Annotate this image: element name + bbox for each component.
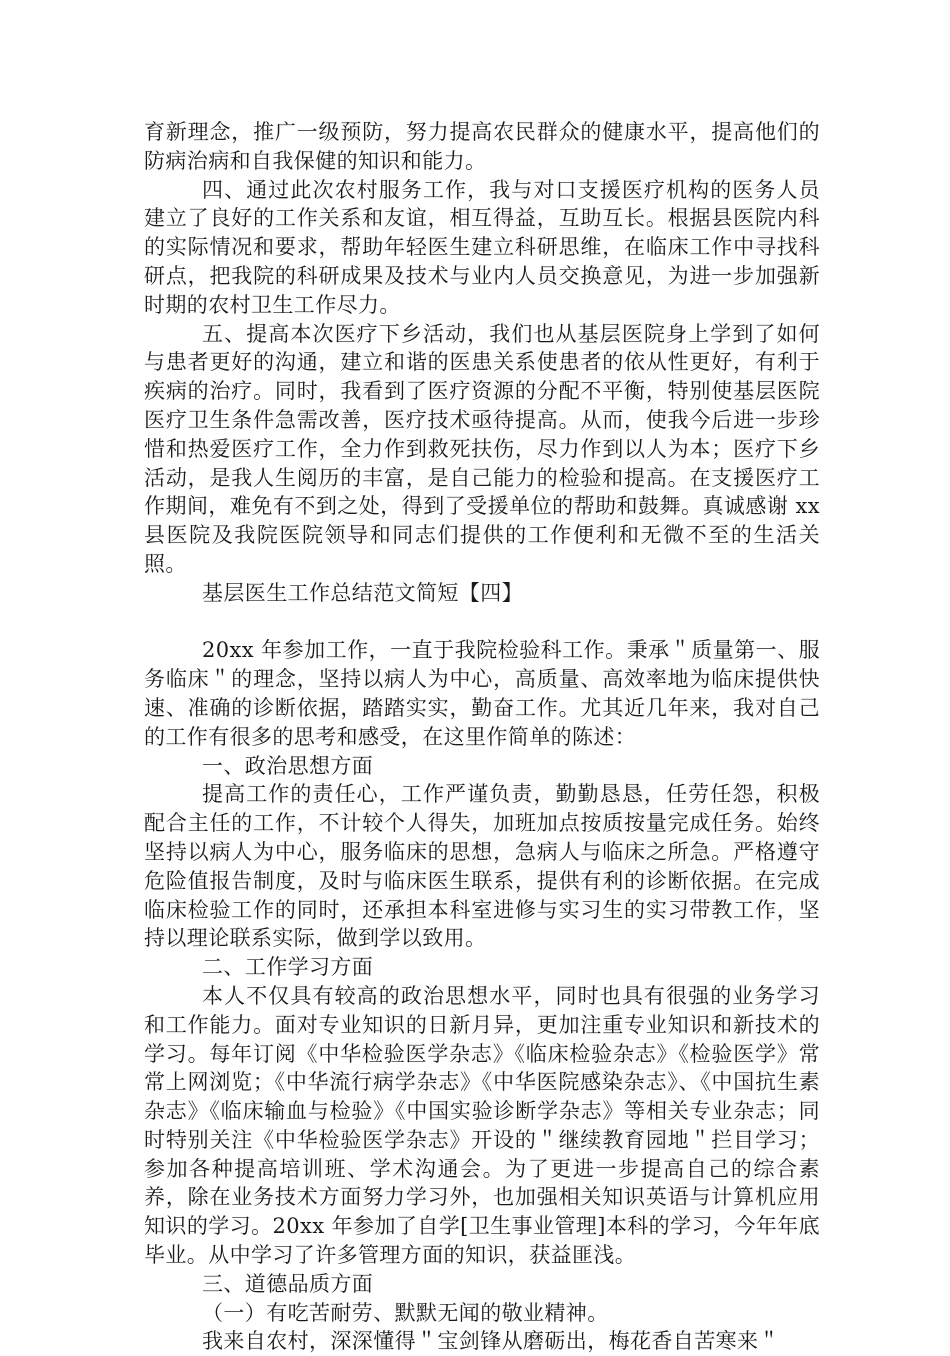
- paragraph-health-education-continuation: 育新理念，推广一级预防，努力提高农民群众的健康水平，提高他们的防病治病和自我保健的知识和能力。: [144, 120, 820, 173]
- paragraph-rural-origin: 我来自农村，深深懂得＂宝剑锋从磨砺出，梅花香自苦寒来＂: [202, 1329, 780, 1354]
- subheading-political-thought: 一、政治思想方面: [202, 753, 374, 778]
- paragraph-political-thought: 提高工作的责任心，工作严谨负责，勤勤恳恳，任劳任怨，积极配合主任的工作，不计较个人得失，加班加点按质按量完成任务。始终坚持以病人为中心，服务临床的思想，急病人与临床之所急。严格遵守危险值报告制度，及时与临床医生联系，提供有利的诊断依据。在完成临床检验工作的同时，还承担本科室进修与实习生的实习带教工作，坚持以理论联系实际，做到学以致用。: [144, 782, 820, 951]
- subheading-moral-character: 三、道德品质方面: [202, 1271, 374, 1296]
- paragraph-item-five: 五、提高本次医疗下乡活动，我们也从基层医院身上学到了如何与患者更好的沟通，建立和谐的医患关系使患者的依从性更好，有利于疾病的治疗。同时，我看到了医疗资源的分配不平衡，特别使基层医院医疗卫生条件急需改善，医疗技术亟待提高。从而，使我今后进一步珍惜和热爱医疗工作，全力作到救死扶伤，尽力作到以人为本；医疗下乡活动，是我人生阅历的丰富，是自己能力的检验和提高。在支援医疗工作期间，难免有不到之处，得到了受援单位的帮助和鼓舞。真诚感谢 xx 县医院及我院医院领导和同志们提供的工作便利和无微不至的生活关照。: [144, 321, 820, 576]
- paragraph-item-four: 四、通过此次农村服务工作，我与对口支援医疗机构的医务人员建立了良好的工作关系和友谊，相互得益，互助互长。根据县医院内科的实际情况和要求，帮助年轻医生建立科研思维，在临床工作中寻找科研点，把我院的科研成果及技术与业内人员交换意见，为进一步加强新时期的农村卫生工作尽力。: [144, 177, 820, 317]
- paragraph-intro: 20xx 年参加工作，一直于我院检验科工作。秉承＂质量第一、服务临床＂的理念，坚持以病人为中心，高质量、高效率地为临床提供快速、准确的诊断依据，踏踏实实，勤奋工作。尤其近几年来，我对自己的工作有很多的思考和感受，在这里作简单的陈述：: [144, 638, 820, 749]
- document-body: [144, 118, 820, 1356]
- paragraph-work-study: 本人不仅具有较高的政治思想水平，同时也具有很强的业务学习和工作能力。面对专业知识的日新月异，更加注重专业知识和新技术的学习。每年订阅《中华检验医学杂志》《临床检验杂志》《检验医学》常常上网浏览；《中华流行病学杂志》《中华医院感染杂志》、《中国抗生素杂志》《临床输血与检验》《中国实验诊断学杂志》等相关专业杂志；同时特别关注《中华检验医学杂志》开设的＂继续教育园地＂拦目学习；参加各种提高培训班、学术沟通会。为了更进一步提高自己的综合素养，除在业务技术方面努力学习外，也加强相关知识英语与计算机应用知识的学习。20xx 年参加了自学[卫生事业管理]本科的学习，今年年底毕业。从中学习了许多管理方面的知识，获益匪浅。: [144, 983, 820, 1268]
- paragraph-hardworking: （一）有吃苦耐劳、默默无闻的敬业精神。: [202, 1300, 609, 1325]
- subheading-work-study: 二、工作学习方面: [202, 955, 374, 980]
- section-title-four: 基层医生工作总结范文简短【四】: [202, 580, 523, 605]
- blank-line: [144, 608, 820, 637]
